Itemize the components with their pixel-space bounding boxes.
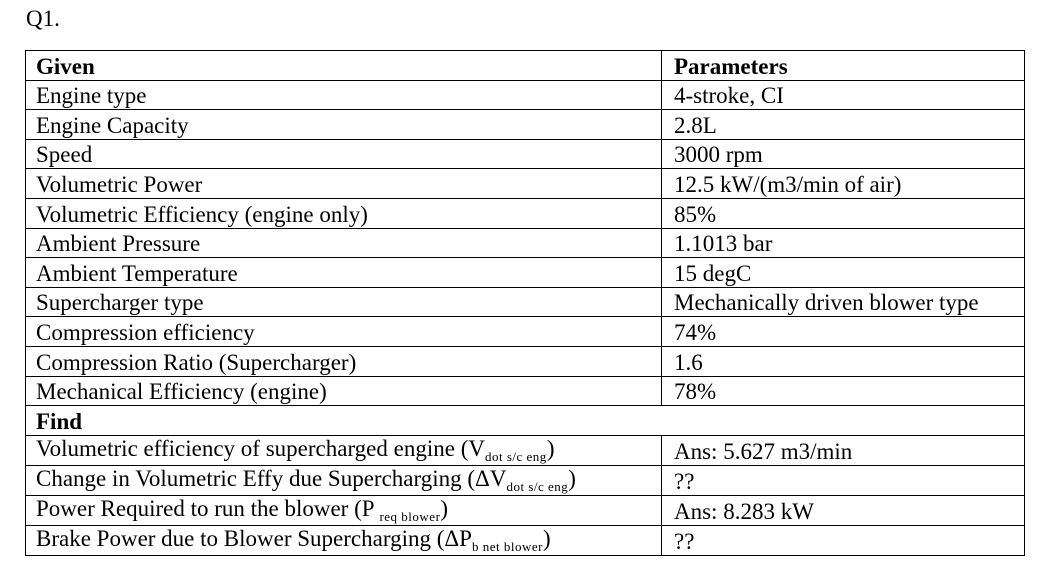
table-row-compression-efficiency — [26, 317, 1025, 347]
parameter-cell: 1.6 — [662, 346, 1025, 376]
find-row-change-volumetric-effy — [26, 465, 1025, 495]
find-row-brake-power-blower — [26, 525, 1025, 555]
table-row-volumetric-efficiency — [26, 198, 1025, 228]
parameters-column-header: Parameters — [662, 51, 1025, 81]
parameter-cell: 85% — [662, 198, 1025, 228]
table-row-ambient-temperature — [26, 258, 1025, 288]
table-row-mechanical-efficiency — [26, 376, 1025, 406]
find-text-close: ) — [440, 495, 449, 521]
parameter-cell: 12.5 kW/(m3/min of air) — [662, 169, 1025, 199]
find-row-volumetric-efficiency-supercharged — [26, 435, 1025, 465]
answer-cell: ?? — [662, 525, 1025, 555]
find-text: Change in Volumetric Effy due Supercharging (ΔV — [36, 465, 507, 491]
find-subscript: dot s/c eng — [484, 448, 547, 464]
find-cell — [26, 465, 662, 495]
given-cell: Engine type — [26, 80, 662, 110]
given-cell: Mechanical Efficiency (engine) — [26, 376, 662, 406]
find-text-close: ) — [568, 465, 576, 491]
given-cell: Ambient Pressure — [26, 228, 662, 258]
parameter-cell: 74% — [662, 317, 1025, 347]
find-text-close: ) — [546, 435, 555, 461]
parameter-cell: 4-stroke, CI — [662, 80, 1025, 110]
parameter-cell: 15 degC — [662, 258, 1025, 288]
find-text: Volumetric efficiency of supercharged engine (V — [36, 435, 485, 461]
parameter-cell: 1.1013 bar — [662, 228, 1025, 258]
given-cell: Compression Ratio (Supercharger) — [26, 346, 662, 376]
table-header-row — [26, 51, 1025, 81]
table-row-engine-type — [26, 80, 1025, 110]
find-cell — [26, 435, 662, 465]
find-text-close: ) — [542, 525, 551, 551]
find-row-power-required-blower — [26, 495, 1025, 525]
parameter-cell: 78% — [662, 376, 1025, 406]
answer-cell: Ans: 8.283 kW — [662, 495, 1025, 525]
answer-cell: ?? — [662, 465, 1025, 495]
given-cell: Speed — [26, 139, 662, 169]
find-label: Find — [26, 406, 1025, 436]
parameter-cell: 2.8L — [662, 110, 1025, 140]
table-row-engine-capacity — [26, 110, 1025, 140]
parameter-cell: 3000 rpm — [662, 139, 1025, 169]
given-cell: Supercharger type — [26, 287, 662, 317]
find-text: Brake Power due to Blower Supercharging (ΔP — [36, 525, 472, 551]
find-subscript: b net blower — [471, 538, 543, 554]
given-column-header: Given — [26, 51, 662, 81]
table-row-speed — [26, 139, 1025, 169]
find-cell — [26, 525, 662, 555]
table-row-supercharger-type — [26, 287, 1025, 317]
given-parameters-table — [25, 50, 1025, 556]
given-cell: Volumetric Power — [26, 169, 662, 199]
parameter-cell: Mechanically driven blower type — [662, 287, 1025, 317]
find-text: Power Required to run the blower (P — [36, 495, 380, 521]
given-cell: Compression efficiency — [26, 317, 662, 347]
find-subscript: req blower — [379, 508, 441, 524]
given-cell: Engine Capacity — [26, 110, 662, 140]
table-row-volumetric-power — [26, 169, 1025, 199]
answer-cell: Ans: 5.627 m3/min — [662, 435, 1025, 465]
find-subscript: dot s/c eng — [506, 478, 569, 494]
find-cell — [26, 495, 662, 525]
table-row-ambient-pressure — [26, 228, 1025, 258]
given-cell: Volumetric Efficiency (engine only) — [26, 198, 662, 228]
given-cell: Ambient Temperature — [26, 258, 662, 288]
question-heading: Q1. — [26, 6, 60, 31]
table-row-compression-ratio — [26, 346, 1025, 376]
find-section-row — [26, 406, 1025, 436]
